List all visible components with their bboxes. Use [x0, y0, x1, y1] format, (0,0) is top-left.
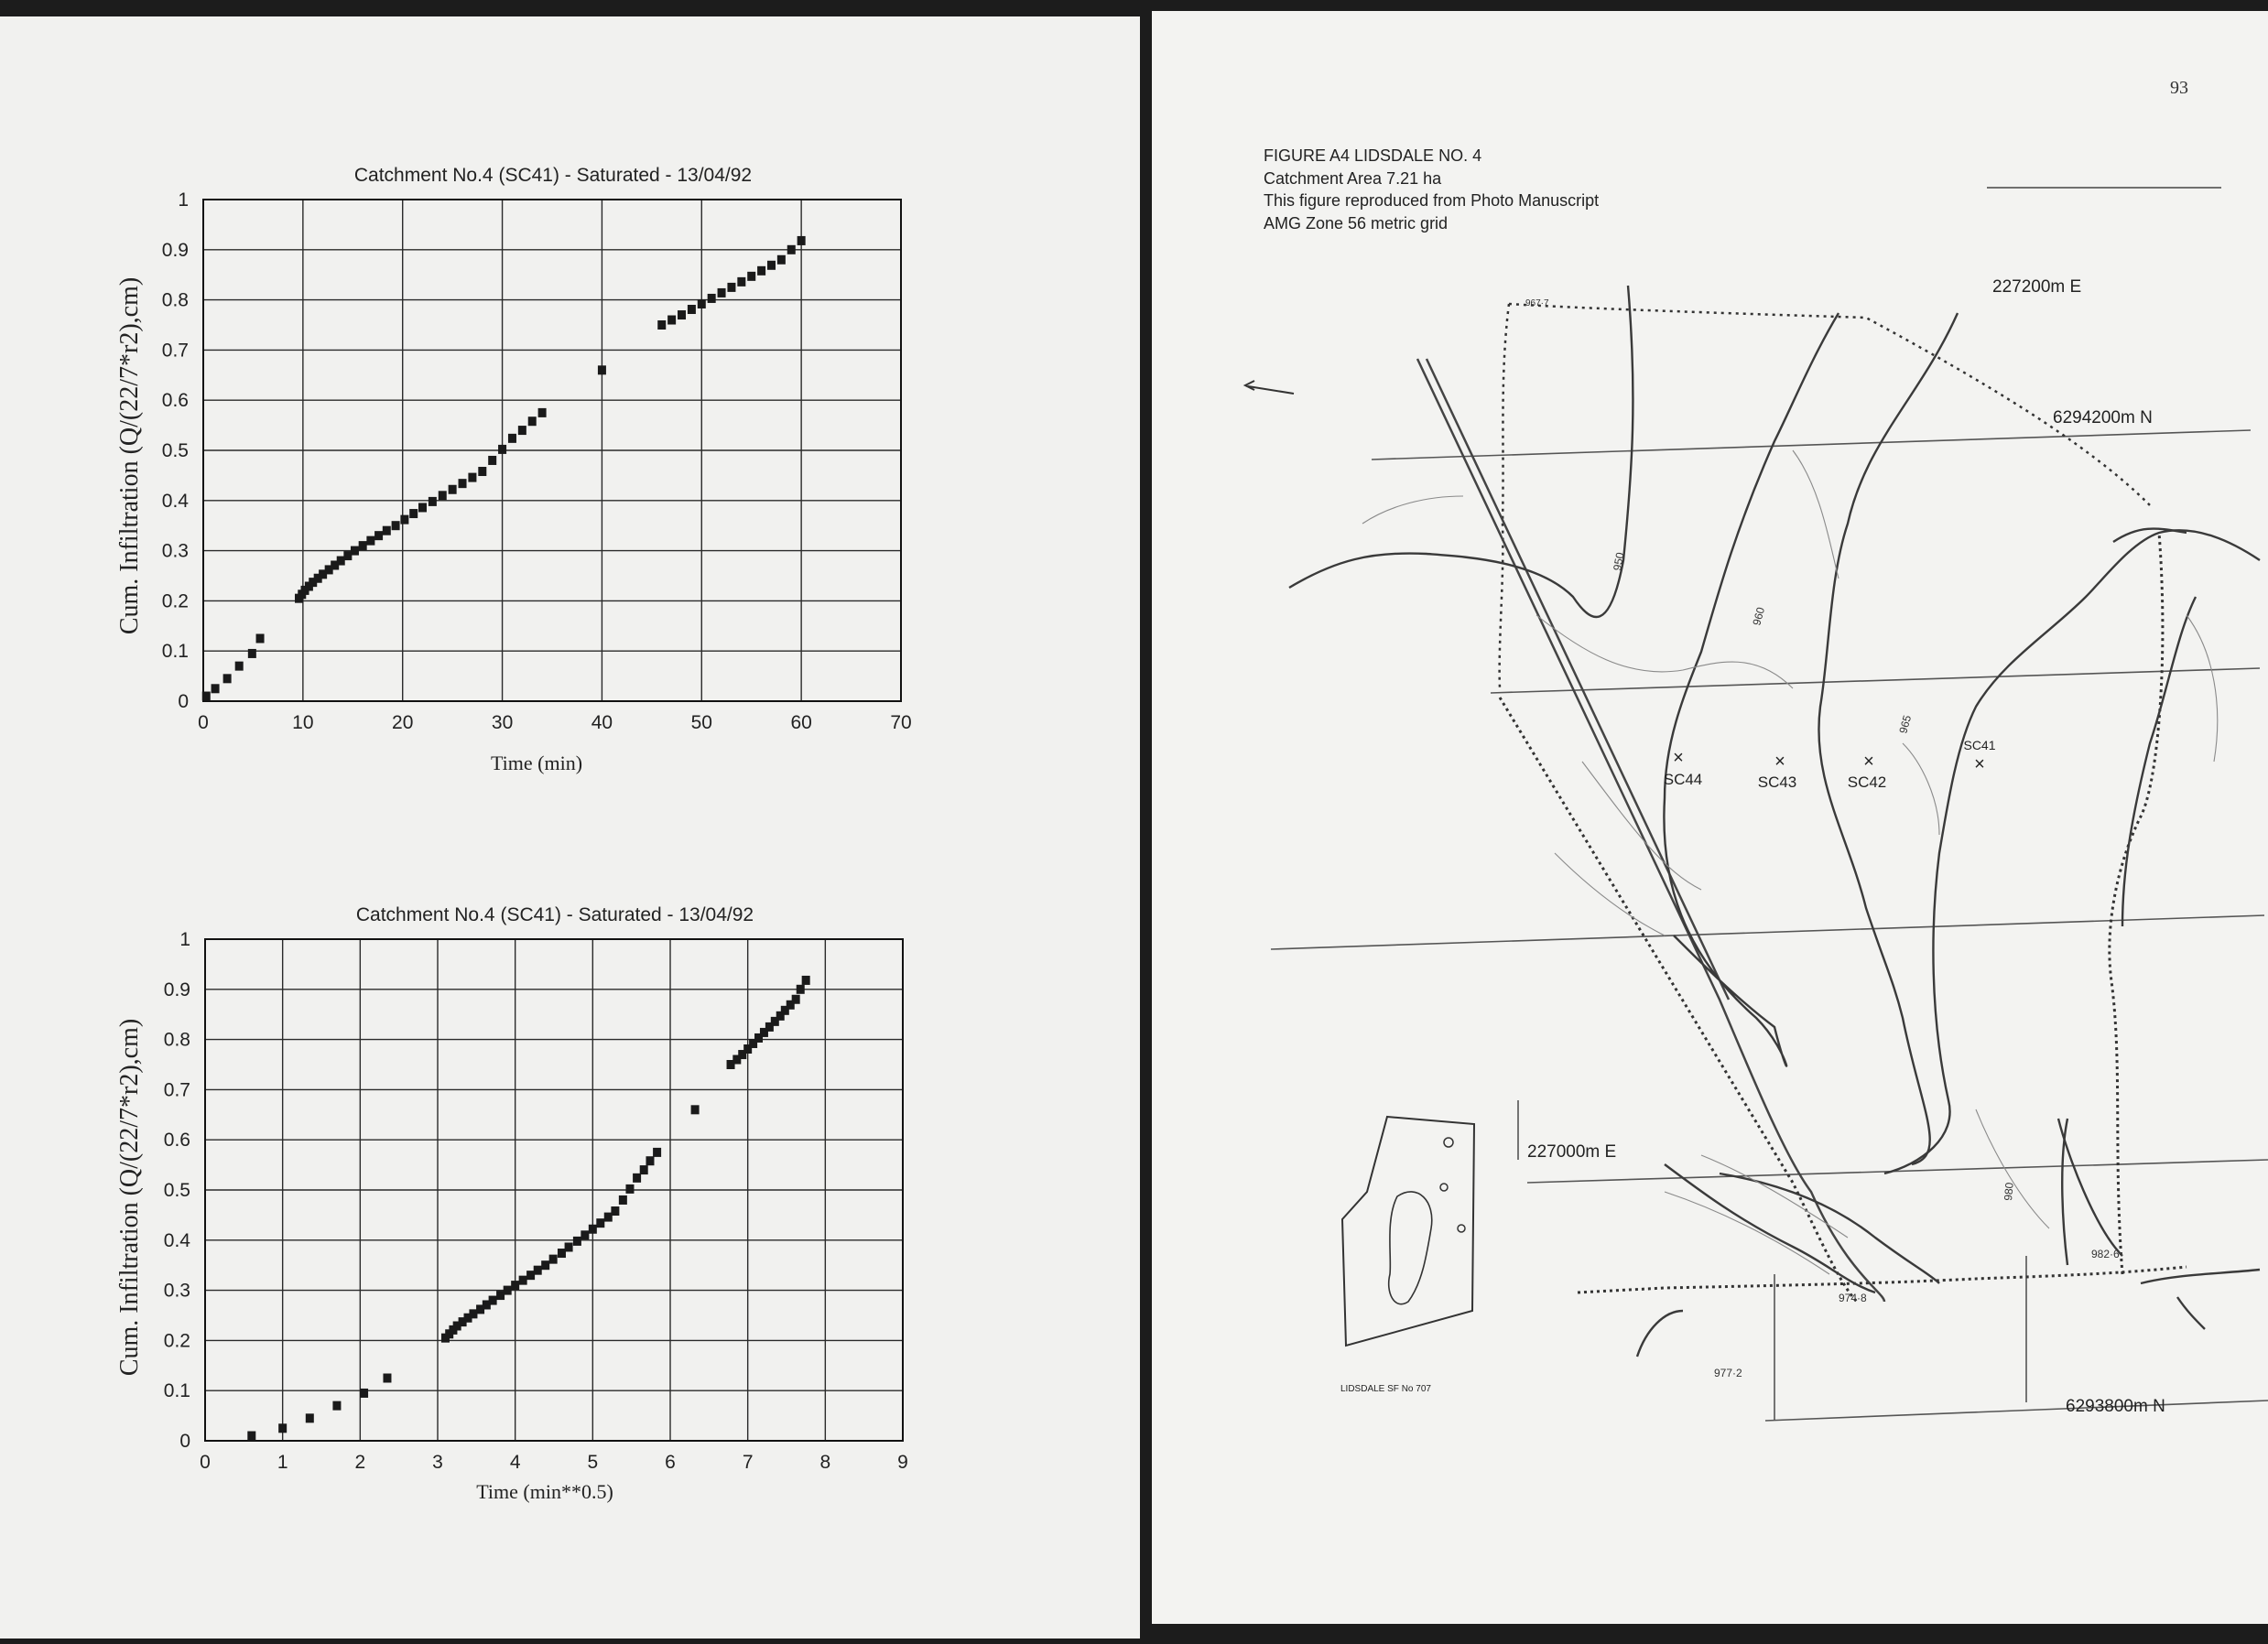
data-point	[538, 408, 547, 417]
data-point	[498, 445, 506, 454]
spot-height-top: 967·7	[1525, 298, 1549, 308]
data-point	[223, 674, 232, 683]
y-tick-label: 0.1	[163, 1380, 190, 1402]
data-point	[468, 473, 476, 482]
contour-label-980: 980	[2002, 1182, 2016, 1202]
data-point	[429, 497, 437, 506]
data-point	[727, 283, 735, 292]
x-tick-label: 30	[491, 712, 514, 733]
y-axis-label: Cum. Infiltration (Q/(22/7*r2),cm)	[115, 276, 144, 635]
y-tick-label: 0.8	[163, 1029, 190, 1051]
data-point	[737, 277, 745, 287]
site-label-sc44: SC44	[1663, 771, 1703, 788]
y-tick-label: 0	[179, 1431, 190, 1452]
data-point	[549, 1255, 558, 1264]
data-point	[619, 1195, 627, 1205]
data-point	[374, 531, 383, 540]
north-arrow-icon	[1245, 381, 1294, 394]
data-point	[351, 546, 359, 556]
data-point	[518, 426, 526, 435]
gridlines	[203, 200, 901, 701]
data-point	[598, 365, 606, 374]
site-marker: ×	[1673, 748, 1684, 768]
right-page	[1152, 11, 2268, 1624]
chart-title: Catchment No.4 (SC41) - Saturated - 13/04/92	[355, 904, 754, 925]
data-point	[247, 1432, 255, 1441]
x-tick-label: 6	[665, 1452, 676, 1473]
data-point	[678, 310, 686, 319]
data-point	[383, 526, 391, 535]
site-label-sc41: SC41	[1963, 738, 1996, 752]
data-points	[202, 236, 806, 701]
spot-height-9772: 977·2	[1714, 1367, 1742, 1379]
data-point	[306, 1413, 314, 1422]
x-tick-label: 4	[509, 1452, 521, 1473]
data-point	[278, 1423, 287, 1433]
x-tick-label: 50	[690, 712, 712, 733]
y-tick-label: 0.9	[161, 239, 189, 261]
data-point	[534, 1266, 542, 1275]
northing-label-top: 6294200m N	[2053, 408, 2153, 427]
infiltration-vs-sqrt-time-chart	[0, 868, 1140, 1637]
data-point	[581, 1230, 589, 1239]
site-label-sc43: SC43	[1757, 773, 1797, 791]
page-number: 93	[2170, 78, 2188, 98]
y-tick-label: 0.6	[161, 390, 189, 412]
data-point	[698, 299, 706, 308]
data-point	[202, 692, 211, 701]
x-tick-label: 70	[890, 712, 912, 733]
x-axis-label: Time (min)	[490, 752, 583, 774]
data-point	[787, 245, 796, 254]
data-point	[646, 1156, 654, 1165]
y-tick-label: 0.3	[163, 1280, 190, 1302]
data-point	[657, 320, 666, 330]
data-point	[332, 1401, 341, 1411]
x-tick-label: 2	[354, 1452, 366, 1473]
data-point	[508, 434, 516, 443]
site-marker: ×	[1974, 754, 1985, 774]
data-point	[459, 479, 467, 488]
y-tick-label: 0.7	[163, 1079, 190, 1101]
data-point	[359, 541, 367, 550]
data-point	[625, 1184, 634, 1194]
x-tick-label: 10	[292, 712, 314, 733]
y-tick-label: 0.4	[163, 1229, 190, 1251]
data-point	[400, 515, 408, 525]
data-point	[418, 503, 427, 512]
spot-height-9748: 974·8	[1839, 1292, 1867, 1304]
contour-label-950: 950	[1611, 551, 1627, 572]
data-point	[688, 305, 696, 314]
data-point	[797, 985, 805, 994]
data-point	[596, 1218, 604, 1228]
data-point	[565, 1242, 573, 1251]
data-point	[248, 649, 256, 658]
x-tick-label: 20	[392, 712, 414, 733]
site-marker: ×	[1774, 752, 1785, 772]
data-point	[718, 288, 726, 297]
sampling-sites	[1664, 738, 1996, 791]
x-axis-label: Time (min**0.5)	[476, 1480, 613, 1503]
data-point	[640, 1165, 648, 1174]
data-point	[256, 634, 265, 644]
y-tick-label: 0.6	[163, 1130, 190, 1152]
data-point	[708, 294, 716, 303]
y-tick-label: 0.7	[161, 340, 189, 362]
easting-label-top: 227200m E	[1992, 277, 2082, 297]
y-tick-label: 0	[178, 691, 189, 712]
y-tick-label: 0.9	[163, 979, 190, 1000]
data-point	[777, 255, 786, 265]
inset-label: LIDSDALE SF No 707	[1340, 1384, 1431, 1394]
y-tick-label: 0.1	[161, 641, 189, 663]
caption-line-1: FIGURE A4 LIDSDALE NO. 4	[1264, 146, 1482, 165]
data-point	[392, 521, 400, 530]
data-point	[504, 1286, 512, 1295]
data-point	[573, 1237, 581, 1246]
data-point	[519, 1276, 527, 1285]
x-tick-label: 0	[198, 712, 209, 733]
spot-height-9826: 982·6	[2091, 1248, 2120, 1260]
northing-label-bottom: 6293800m N	[2066, 1397, 2165, 1416]
data-point	[366, 536, 374, 546]
x-tick-label: 5	[587, 1452, 599, 1473]
data-point	[409, 509, 418, 518]
caption-line-4: AMG Zone 56 metric grid	[1264, 214, 1449, 233]
y-tick-label: 0.5	[163, 1180, 190, 1201]
data-point	[528, 416, 537, 426]
left-page	[0, 16, 1140, 1639]
x-tick-label: 9	[897, 1452, 908, 1473]
caption-line-3: This figure reproduced from Photo Manuscript	[1264, 191, 1600, 210]
data-point	[798, 236, 806, 245]
data-points	[247, 976, 809, 1441]
y-tick-label: 0.5	[161, 440, 189, 461]
data-point	[478, 467, 486, 476]
fine-contours	[1362, 450, 2218, 1274]
data-point	[360, 1389, 368, 1398]
gridlines	[205, 939, 903, 1441]
data-point	[489, 1296, 497, 1305]
x-tick-label: 1	[277, 1452, 288, 1473]
site-marker: ×	[1863, 752, 1874, 772]
data-point	[383, 1374, 391, 1383]
y-tick-label: 0.8	[161, 289, 189, 311]
x-tick-label: 7	[742, 1452, 754, 1473]
infiltration-vs-time-chart	[0, 135, 1140, 904]
site-label-sc42: SC42	[1847, 773, 1887, 791]
contour-label-965: 965	[1896, 713, 1915, 735]
data-point	[439, 491, 447, 500]
y-tick-label: 0.4	[161, 490, 189, 512]
data-point	[792, 995, 800, 1004]
x-tick-label: 60	[790, 712, 812, 733]
x-tick-label: 40	[591, 712, 613, 733]
y-tick-label: 0.2	[163, 1330, 190, 1352]
contour-label-960: 960	[1750, 605, 1768, 627]
data-point	[747, 272, 755, 281]
x-tick-label: 0	[200, 1452, 211, 1473]
easting-label-bottom: 227000m E	[1527, 1142, 1617, 1162]
data-point	[589, 1225, 597, 1234]
y-axis-label: Cum. Infiltration (Q/(22/7*r2),cm)	[115, 1018, 144, 1377]
data-point	[488, 456, 496, 465]
data-point	[235, 662, 244, 671]
y-tick-label: 0.3	[161, 540, 189, 562]
data-point	[449, 485, 457, 494]
inset-locality-map	[1340, 1117, 1474, 1394]
figure-caption	[1264, 146, 1599, 233]
data-point	[802, 976, 810, 985]
data-point	[653, 1148, 661, 1157]
x-tick-label: 3	[432, 1452, 443, 1473]
y-tick-label: 1	[179, 929, 190, 950]
data-point	[767, 261, 776, 270]
catchment-map-figure	[1152, 11, 2268, 1624]
data-point	[691, 1105, 700, 1114]
data-point	[511, 1281, 519, 1290]
data-point	[541, 1260, 549, 1270]
data-point	[611, 1206, 619, 1216]
x-tick-label: 8	[819, 1452, 831, 1473]
data-point	[633, 1174, 641, 1183]
y-tick-label: 0.2	[161, 590, 189, 612]
caption-line-2: Catchment Area 7.21 ha	[1264, 169, 1442, 188]
chart-title: Catchment No.4 (SC41) - Saturated - 13/04/92	[353, 165, 753, 186]
data-point	[757, 266, 765, 276]
data-point	[667, 316, 676, 325]
data-point	[212, 684, 220, 693]
y-tick-label: 1	[178, 189, 189, 211]
amg-grid	[1271, 430, 2268, 1421]
